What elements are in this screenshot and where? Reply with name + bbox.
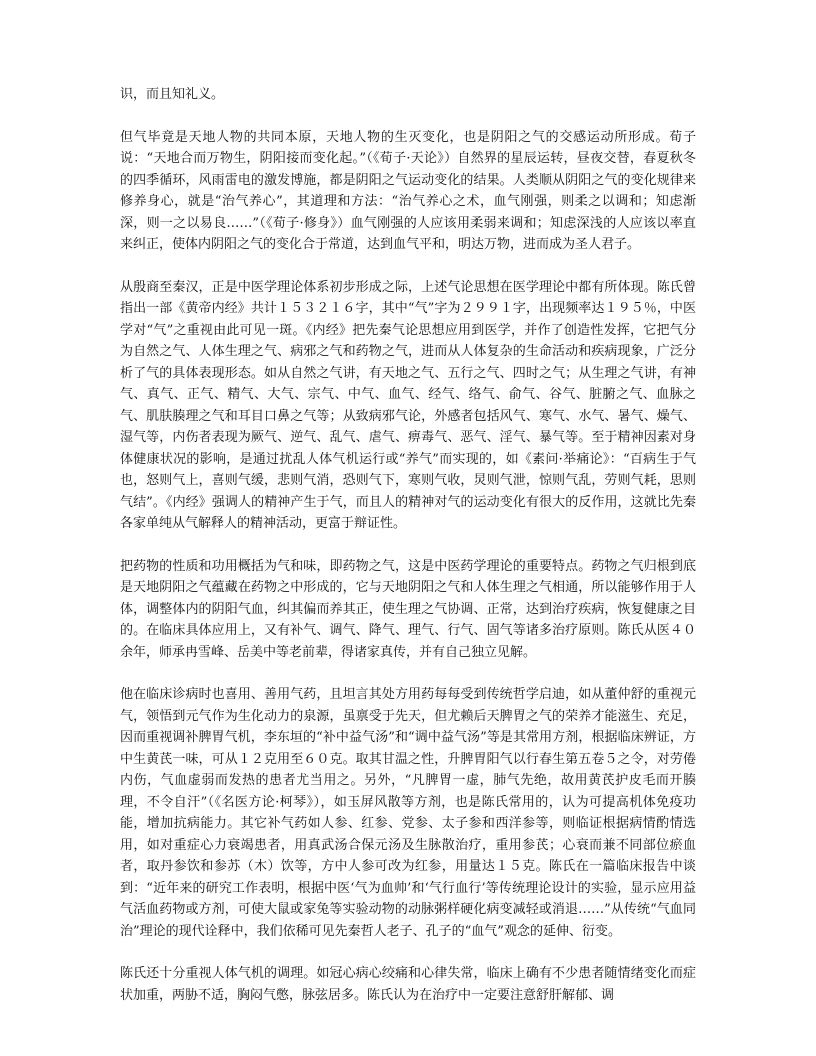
paragraph-2: 但气毕竟是天地人物的共同本原，天地人物的生灭变化，也是阴阳之气的交感运动所形成。荀子说：“天地合而万物生，阴阳接而变化起。”（《荀子·天论》）自然界的星辰运转，昼夜交替，春夏秋冬的四季循环，风雨雷电的激发博施，都是阴阳之气运动变化的结果。人类顺从阴阳之气的变化规律来修养身心，就是“治气养心”，其道理和方法：“治气养心之术，血气刚强，则柔之以调和；知虑渐深，则一之以易良……”（《荀子·修身》）血气刚强的人应该用柔弱来调和；知虑深浅的人应该以率直来纠正，使体内阴阳之气的变化合于常道，达到血气平和，明达万物，进而成为圣人君子。 <box>120 129 696 252</box>
paragraph-3: 从殷商至秦汉，正是中医学理论体系初步形成之际，上述气论思想在医学理论中都有所体现。陈氏曾指出一部《黄帝内经》共计１５３２１６字，其中“气”字为２９９１字，出现频率达１９５％，中医学对“气”之重视由此可见一斑。《内经》把先秦气论思想应用到医学，并作了创造性发挥，它把气分为自然之气、人体生理之气、病邪之气和药物之气，进而从人体复杂的生命活动和疾病现象，广泛分析了气的具体表现形态。如从自然之气讲，有天地之气、五行之气、四时之气；从生理之气讲，有神气、真气、正气、精气、大气、宗气、中气、血气、经气、络气、俞气、谷气、脏腑之气、血脉之气、肌肤腠理之气和耳目口鼻之气等；从致病邪气论，外感者包括风气、寒气、水气、暑气、燥气、湿气等，内伤者表现为厥气、逆气、乱气、虐气、痹毒气、恶气、淫气、暴气等。至于精神因素对身体健康状况的影响，是通过扰乱人体气机运行或“养气”而实现的，如《素问·举痛论》：“百病生于气也，怒则气上，喜则气缓，悲则气消，恐则气下，寒则气收，炅则气泄，惊则气乱，劳则气耗，思则气结”。《内经》强调人的精神产生于气，而且人的精神对气的运动变化有很大的反作用，这就比先秦各家单纯从气解释人的精神活动，更富于辩证性。 <box>120 279 696 531</box>
paragraph-4: 把药物的性质和功用概括为气和味，即药物之气，这是中医药学理论的重要特点。药物之气归根到底是天地阴阳之气蕴藏在药物之中形成的，它与天地阴阳之气和人体生理之气相通，所以能够作用于人体，调整体内的阴阳气血，纠其偏而养其正，使生理之气协调、正常，达到治疗疾病，恢复健康之目的。在临床具体应用上，又有补气、调气、降气、理气、行气、固气等诸多治疗原则。陈氏从医４０余年，师承冉雪峰、岳美中等老前辈，得诸家真传，并有自己独立见解。 <box>120 558 696 660</box>
paragraph-6: 陈氏还十分重视人体气机的调理。如冠心病心绞痛和心律失常，临床上确有不少患者随情绪变化而症状加重，两胁不适，胸闷气憋，脉弦居多。陈氏认为在治疗中一定要注意舒肝解郁、调 <box>120 966 696 1003</box>
paragraph-1: 识，而且知礼义。 <box>120 87 225 102</box>
document-page <box>120 84 696 1027</box>
paragraph-5: 他在临床诊病时也喜用、善用气药，且坦言其处方用药每每受到传统哲学启迪，如从董仲舒的重视元气，领悟到元气作为生化动力的泉源，虽禀受于先天，但尤赖后天脾胃之气的荣养才能滋生、充足，因而重视调补脾胃气机，李东垣的“补中益气汤”和“调中益气汤”等是其常用方剂，根据临床辨证，方中生黄芪一味，可从１２克用至６０克。取其甘温之性，升脾胃阳气以行春生第五卷５之令，对劳倦内伤，气血虚弱而发热的患者尤当用之。另外，“凡脾胃一虚，肺气先绝，故用黄芪护皮毛而开腠理，不令自汗”（《名医方论·柯琴》），如玉屏风散等方剂，也是陈氏常用的，认为可提高机体免疫功能，增加抗病能力。其它补气药如人参、红参、党参、太子参和西洋参等，则临证根据病情酌情选用，如对重症心力衰竭患者，用真武汤合保元汤及生脉散治疗，重用参芪；心衰而兼不同部位瘀血者，取丹参饮和参苏（木）饮等，方中人参可改为红参，用量达１５克。陈氏在一篇临床报告中谈到：“近年来的研究工作表明，根据中医‘气为血帅’和‘气行血行’等传统理论设计的实验，显示应用益气活血药物或方剂，可使大鼠或家兔等实验动物的动脉粥样硬化病变减轻或消退……”从传统“气血同治”理论的现代诠释中，我们依稀可见先秦哲人老子、孔子的“血气”观念的延伸、衍变。 <box>120 687 696 939</box>
